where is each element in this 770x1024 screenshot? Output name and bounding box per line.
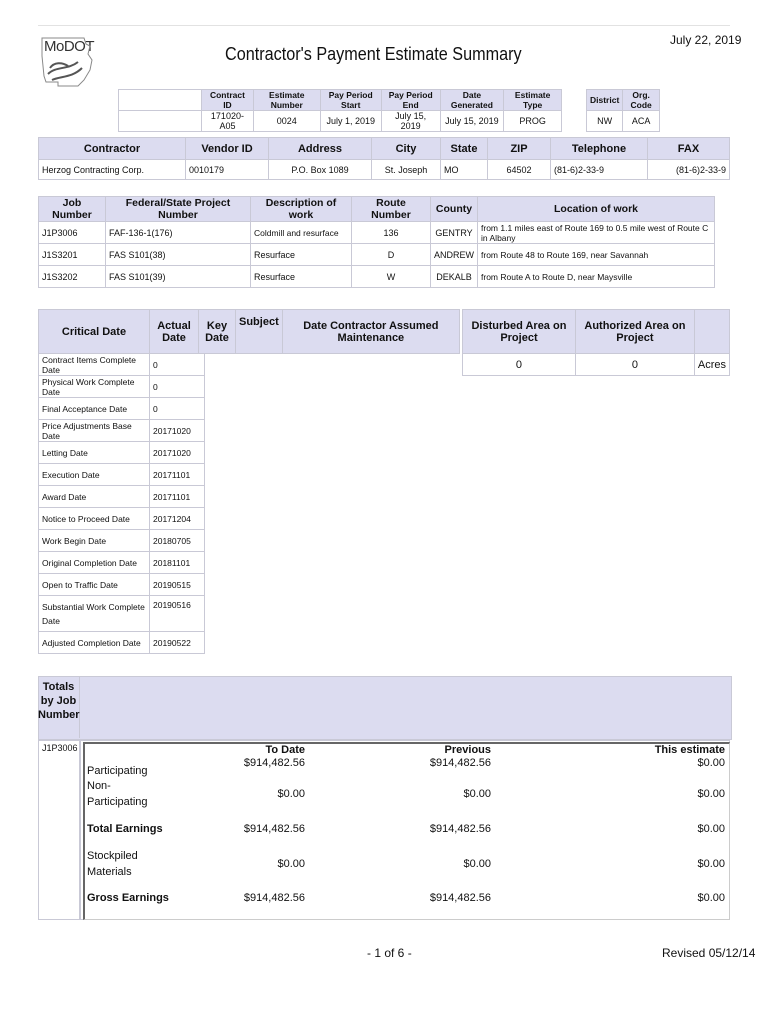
previous-value: $914,482.56 bbox=[429, 892, 491, 904]
table-row bbox=[39, 464, 205, 486]
blank-cell bbox=[119, 90, 202, 111]
row-label: Total Earnings bbox=[87, 823, 163, 835]
subject-header: Subject bbox=[236, 310, 283, 354]
project-number-cell: FAS S101(38) bbox=[106, 244, 251, 266]
location-header: Location of work bbox=[478, 197, 715, 222]
telephone-value: (81-6)2-33-9 bbox=[551, 160, 648, 180]
contractor-table bbox=[38, 137, 730, 180]
county-cell: GENTRY bbox=[431, 222, 478, 244]
state-value: MO bbox=[441, 160, 488, 180]
table-row bbox=[39, 530, 205, 552]
totals-panel bbox=[80, 740, 730, 920]
row-label: Stockpiled Materials bbox=[87, 850, 138, 878]
estimate-type-value: PROG bbox=[504, 111, 562, 132]
previous-header: Previous bbox=[444, 744, 491, 756]
logo-text: MoDOT bbox=[44, 38, 94, 55]
this-estimate-value: $0.00 bbox=[697, 858, 725, 870]
critical-date-label: Price Adjustments Base Date bbox=[39, 420, 150, 442]
to-date-header: To Date bbox=[265, 744, 305, 756]
previous-value: $0.00 bbox=[463, 858, 491, 870]
description-cell: Resurface bbox=[251, 266, 352, 288]
jobs-table bbox=[38, 196, 715, 288]
county-header: County bbox=[431, 197, 478, 222]
estimate-number-value: 0024 bbox=[253, 111, 320, 132]
table-row bbox=[39, 596, 205, 632]
table-row bbox=[39, 222, 715, 244]
project-number-cell: FAF-136-1(176) bbox=[106, 222, 251, 244]
actual-date-header: Actual Date bbox=[150, 310, 199, 354]
date-generated-value: July 15, 2019 bbox=[440, 111, 504, 132]
vendor-id-header: Vendor ID bbox=[186, 138, 269, 160]
actual-date-value: 20190516 bbox=[150, 596, 205, 632]
table-row bbox=[39, 420, 205, 442]
critical-date-label: Open to Traffic Date bbox=[39, 574, 150, 596]
job-number-cell: J1P3006 bbox=[39, 222, 106, 244]
pay-period-start-value: July 1, 2019 bbox=[320, 111, 381, 132]
actual-date-value: 20171101 bbox=[150, 464, 205, 486]
pay-period-end-value: July 15, 2019 bbox=[381, 111, 440, 132]
actual-date-value: 0 bbox=[150, 354, 205, 376]
to-date-value: $0.00 bbox=[277, 858, 305, 870]
fax-value: (81-6)2-33-9 bbox=[648, 160, 730, 180]
table-row bbox=[39, 574, 205, 596]
key-date-header: Key Date bbox=[199, 310, 236, 354]
estimate-info-table bbox=[118, 89, 562, 132]
location-cell: from Route A to Route D, near Maysville bbox=[478, 266, 715, 288]
blank-header bbox=[694, 310, 729, 354]
modot-logo bbox=[38, 36, 98, 90]
zip-value: 64502 bbox=[488, 160, 551, 180]
table-row bbox=[39, 354, 205, 376]
date-generated-header: Date Generated bbox=[440, 90, 504, 111]
job-number-cell: J1S3202 bbox=[39, 266, 106, 288]
description-cell: Resurface bbox=[251, 244, 352, 266]
maintenance-header: Date Contractor Assumed Maintenance bbox=[282, 310, 459, 354]
pay-period-start-header: Pay Period Start bbox=[320, 90, 381, 111]
district-header: District bbox=[587, 90, 623, 111]
zip-header: ZIP bbox=[488, 138, 551, 160]
project-number-header: Federal/State Project Number bbox=[106, 197, 251, 222]
table-row bbox=[39, 244, 715, 266]
table-row bbox=[85, 811, 727, 847]
to-date-value: $914,482.56 bbox=[243, 892, 305, 904]
route-cell: D bbox=[352, 244, 431, 266]
county-cell: ANDREW bbox=[431, 244, 478, 266]
critical-date-label: Contract Items Complete Date bbox=[39, 354, 150, 376]
actual-date-value: 20190522 bbox=[150, 632, 205, 654]
table-row bbox=[39, 508, 205, 530]
address-header: Address bbox=[269, 138, 372, 160]
city-header: City bbox=[372, 138, 441, 160]
table-row bbox=[39, 552, 205, 574]
area-unit: Acres bbox=[694, 354, 729, 376]
actual-date-value: 20190515 bbox=[150, 574, 205, 596]
district-table bbox=[586, 89, 660, 132]
table-row bbox=[85, 847, 727, 881]
vendor-id-value: 0010179 bbox=[186, 160, 269, 180]
critical-date-label: Award Date bbox=[39, 486, 150, 508]
page-number: - 1 of 6 - bbox=[367, 946, 412, 960]
previous-value: $914,482.56 bbox=[429, 757, 491, 769]
to-date-value: $0.00 bbox=[277, 788, 305, 800]
actual-date-value: 0 bbox=[150, 376, 205, 398]
blank-cell bbox=[85, 743, 173, 757]
contractor-value: Herzog Contracting Corp. bbox=[39, 160, 186, 180]
table-row bbox=[39, 266, 715, 288]
critical-dates-header-table bbox=[38, 309, 460, 354]
contract-id-value: 171020-A05 bbox=[202, 111, 254, 132]
row-label: Non-Participating bbox=[87, 780, 148, 808]
table-row bbox=[85, 777, 727, 811]
missouri-state-icon bbox=[38, 36, 98, 90]
report-date: July 22, 2019 bbox=[670, 33, 742, 47]
actual-date-value: 20180705 bbox=[150, 530, 205, 552]
project-number-cell: FAS S101(39) bbox=[106, 266, 251, 288]
to-date-value: $914,482.56 bbox=[243, 757, 305, 769]
critical-date-label: Original Completion Date bbox=[39, 552, 150, 574]
area-table bbox=[462, 309, 730, 376]
this-estimate-header: This estimate bbox=[654, 744, 725, 756]
table-row bbox=[39, 442, 205, 464]
table-row bbox=[39, 376, 205, 398]
row-label: Participating bbox=[87, 765, 148, 777]
previous-value: $0.00 bbox=[463, 788, 491, 800]
location-cell: from 1.1 miles east of Route 169 to 0.5 mile west of Route C in Albany bbox=[478, 222, 715, 244]
blank-cell bbox=[119, 111, 202, 132]
job-number-cell: J1S3201 bbox=[39, 244, 106, 266]
actual-date-value: 20171020 bbox=[150, 420, 205, 442]
route-cell: 136 bbox=[352, 222, 431, 244]
critical-dates-table bbox=[38, 353, 205, 654]
critical-date-label: Physical Work Complete Date bbox=[39, 376, 150, 398]
disturbed-area-header: Disturbed Area on Project bbox=[463, 310, 576, 354]
description-header: Description of work bbox=[251, 197, 352, 222]
totals-table bbox=[85, 743, 727, 915]
critical-date-label: Work Begin Date bbox=[39, 530, 150, 552]
disturbed-area-value: 0 bbox=[463, 354, 576, 376]
row-label: Gross Earnings bbox=[87, 892, 169, 904]
job-number-header: Job Number bbox=[39, 197, 106, 222]
critical-date-label: Substantial Work Complete Date bbox=[39, 596, 150, 632]
route-number-header: Route Number bbox=[352, 197, 431, 222]
pay-period-end-header: Pay Period End bbox=[381, 90, 440, 111]
this-estimate-value: $0.00 bbox=[697, 757, 725, 769]
top-rule bbox=[38, 25, 730, 26]
contractor-header: Contractor bbox=[39, 138, 186, 160]
actual-date-value: 20171020 bbox=[150, 442, 205, 464]
table-row bbox=[85, 757, 727, 777]
critical-date-label: Adjusted Completion Date bbox=[39, 632, 150, 654]
this-estimate-value: $0.00 bbox=[697, 892, 725, 904]
authorized-area-header: Authorized Area on Project bbox=[575, 310, 694, 354]
actual-date-value: 20181101 bbox=[150, 552, 205, 574]
critical-date-header: Critical Date bbox=[39, 310, 150, 354]
county-cell: DEKALB bbox=[431, 266, 478, 288]
location-cell: from Route 48 to Route 169, near Savannah bbox=[478, 244, 715, 266]
table-row bbox=[39, 486, 205, 508]
contract-id-header: Contract ID bbox=[202, 90, 254, 111]
route-cell: W bbox=[352, 266, 431, 288]
actual-date-value: 20171101 bbox=[150, 486, 205, 508]
totals-header: Totals by Job Number bbox=[38, 676, 80, 738]
authorized-area-value: 0 bbox=[575, 354, 694, 376]
district-value: NW bbox=[587, 111, 623, 132]
estimate-type-header: Estimate Type bbox=[504, 90, 562, 111]
previous-value: $914,482.56 bbox=[429, 823, 491, 835]
to-date-value: $914,482.56 bbox=[243, 823, 305, 835]
org-code-value: ACA bbox=[623, 111, 660, 132]
critical-date-label: Final Acceptance Date bbox=[39, 398, 150, 420]
critical-date-label: Notice to Proceed Date bbox=[39, 508, 150, 530]
estimate-number-header: Estimate Number bbox=[253, 90, 320, 111]
this-estimate-value: $0.00 bbox=[697, 788, 725, 800]
table-row bbox=[39, 398, 205, 420]
description-cell: Coldmill and resurface bbox=[251, 222, 352, 244]
city-value: St. Joseph bbox=[372, 160, 441, 180]
critical-date-label: Execution Date bbox=[39, 464, 150, 486]
table-row bbox=[85, 881, 727, 915]
telephone-header: Telephone bbox=[551, 138, 648, 160]
org-code-header: Org. Code bbox=[623, 90, 660, 111]
table-row bbox=[39, 632, 205, 654]
critical-date-label: Letting Date bbox=[39, 442, 150, 464]
state-header: State bbox=[441, 138, 488, 160]
address-value: P.O. Box 1089 bbox=[269, 160, 372, 180]
this-estimate-value: $0.00 bbox=[697, 823, 725, 835]
actual-date-value: 20171204 bbox=[150, 508, 205, 530]
actual-date-value: 0 bbox=[150, 398, 205, 420]
fax-header: FAX bbox=[648, 138, 730, 160]
totals-job-number: J1P3006 bbox=[38, 740, 80, 920]
revised-date: Revised 05/12/14 bbox=[662, 946, 756, 960]
totals-header-band bbox=[38, 676, 732, 740]
page-title: Contractor's Payment Estimate Summary bbox=[225, 44, 522, 64]
